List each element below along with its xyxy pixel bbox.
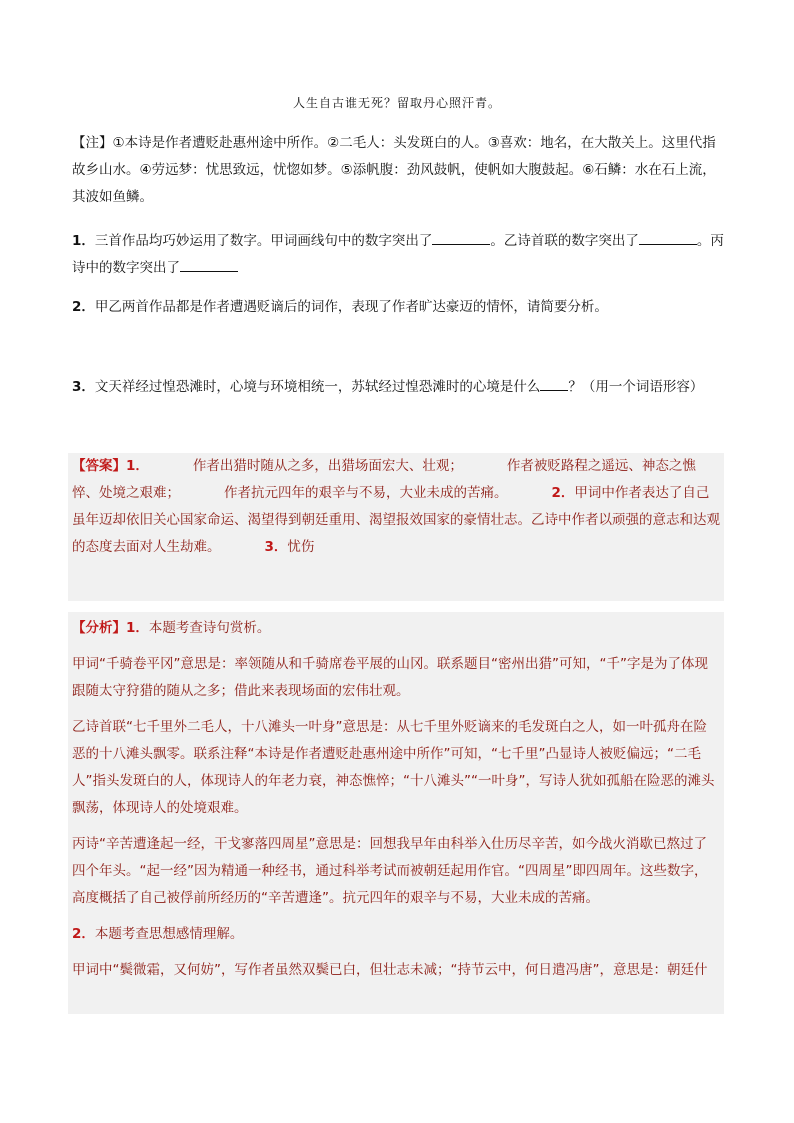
question-1-text-c: 。丙诗中的数字突出了	[72, 233, 724, 276]
analysis-heading-2	[72, 921, 720, 948]
answer-blank[interactable]	[180, 256, 238, 272]
question-3-text-a: 文天祥经过惶恐滩时，心境与环境相统一，苏轼经过惶恐滩时的心境是什么	[94, 379, 541, 395]
question-1-text-a: 三首作品均巧妙运用了数字。甲词画线句中的数字突出了	[94, 233, 433, 249]
answer-blank[interactable]	[639, 229, 697, 245]
analysis-paragraph: 甲词“千骑卷平冈”意思是：率领随从和千骑席卷平展的山冈。联系题目“密州出猎”可知，“千”字是为了体现跟随太守狩猎的随从之多；借此来表现场面的宏伟壮观。	[72, 656, 708, 699]
answer-3: 忧伤	[287, 539, 315, 555]
answer-1a: 作者出猎时随从之多，出猎场面宏大、壮观；	[192, 458, 463, 474]
answer-blank[interactable]	[540, 375, 568, 391]
poem-line: 人生自古谁无死？留取丹心照汗青。	[292, 96, 501, 110]
answer-number-1: 1．	[126, 458, 149, 474]
question-2-number: 2．	[72, 299, 95, 315]
question-3	[72, 374, 728, 401]
question-2-text: 甲乙两首作品都是作者遭遇贬谪后的词作，表现了作者旷达豪迈的情怀，请简要分析。	[94, 299, 608, 315]
analysis-paragraph: 甲词中“鬓微霜，又何妨”，写作者虽然双鬓已白，但壮志未减；“持节云中，何日遣冯唐”，意思是：朝廷什	[72, 962, 708, 978]
question-1	[72, 228, 728, 282]
analysis-tag: 【分析】	[72, 620, 126, 636]
note-paragraph	[72, 130, 728, 211]
note-label: 【注】	[72, 135, 113, 151]
question-1-text-b: 。乙诗首联的数字突出了	[490, 233, 639, 249]
question-2	[72, 294, 728, 321]
analysis-paragraph: 乙诗首联“七千里外二毛人，十八滩头一叶身”意思是：从七千里外贬谪来的毛发斑白之人，如一叶孤舟在险恶的十八滩头飘零。联系注释“本诗是作者遭贬赴惠州途中所作”可知，“七千里”凸显诗人被贬偏远；“二毛人”指头发斑白的人，体现诗人的年老力衰，神态憔悴；“十八滩头”“一叶身”，写诗人犹如孤船在险恶的滩头飘荡，体现诗人的处境艰难。	[72, 719, 715, 816]
answer-tag: 【答案】	[72, 458, 126, 474]
analysis-number-1: 1．	[126, 620, 149, 636]
analysis-head-2: 本题考查思想感情理解。	[94, 926, 244, 942]
answer-blank[interactable]	[432, 229, 490, 245]
analysis-head-1: 本题考查诗句赏析。	[148, 620, 271, 636]
answer-number-2: 2．	[551, 485, 575, 501]
answer-1c: 作者抗元四年的艰辛与不易，大业未成的苦痛。	[224, 485, 508, 501]
note-text: ①本诗是作者遭贬赴惠州途中所作。②二毛人：头发斑白的人。③喜欢：地名，在大散关上。这里代指故乡山水。④劳远梦：忧思致远，忧惚如梦。⑤添帆腹：劲风鼓帆，使帆如大腹鼓起。⑥石鳞：水在石上流，其波如鱼鳞。	[72, 135, 716, 205]
answer-2: 甲词中作者表达了自己虽年迈却依旧关心国家命运、渴望得到朝廷重用、渴望报效国家的豪情壮志。乙诗中作者以顽强的意志和达观的态度去面对人生劫难。	[72, 485, 720, 555]
question-1-number: 1．	[72, 233, 95, 249]
analysis-number-2: 2．	[72, 926, 95, 942]
question-3-text-b: ？（用一个词语形容）	[568, 379, 704, 395]
analysis-paragraph: 丙诗“辛苦遭逢起一经，干戈寥落四周星”意思是：回想我早年由科举入仕历尽辛苦，如今战火消歇已熬过了四个年头。“起一经”因为精通一种经书，通过科举考试而被朝廷起用作官。“四周星”即四周年。这些数字，高度概括了自己被俘前所经历的“辛苦遭逢”。抗元四年的艰辛与不易，大业未成的苦痛。	[72, 836, 708, 906]
analysis-heading-1	[72, 615, 720, 642]
analysis-section	[68, 612, 724, 1014]
answer-section	[68, 453, 724, 601]
answer-1b: 作者被贬路程之遥远、神态之憔悴、处境之艰难；	[72, 458, 696, 501]
question-3-number: 3．	[72, 379, 95, 395]
answer-number-3: 3．	[264, 539, 288, 555]
